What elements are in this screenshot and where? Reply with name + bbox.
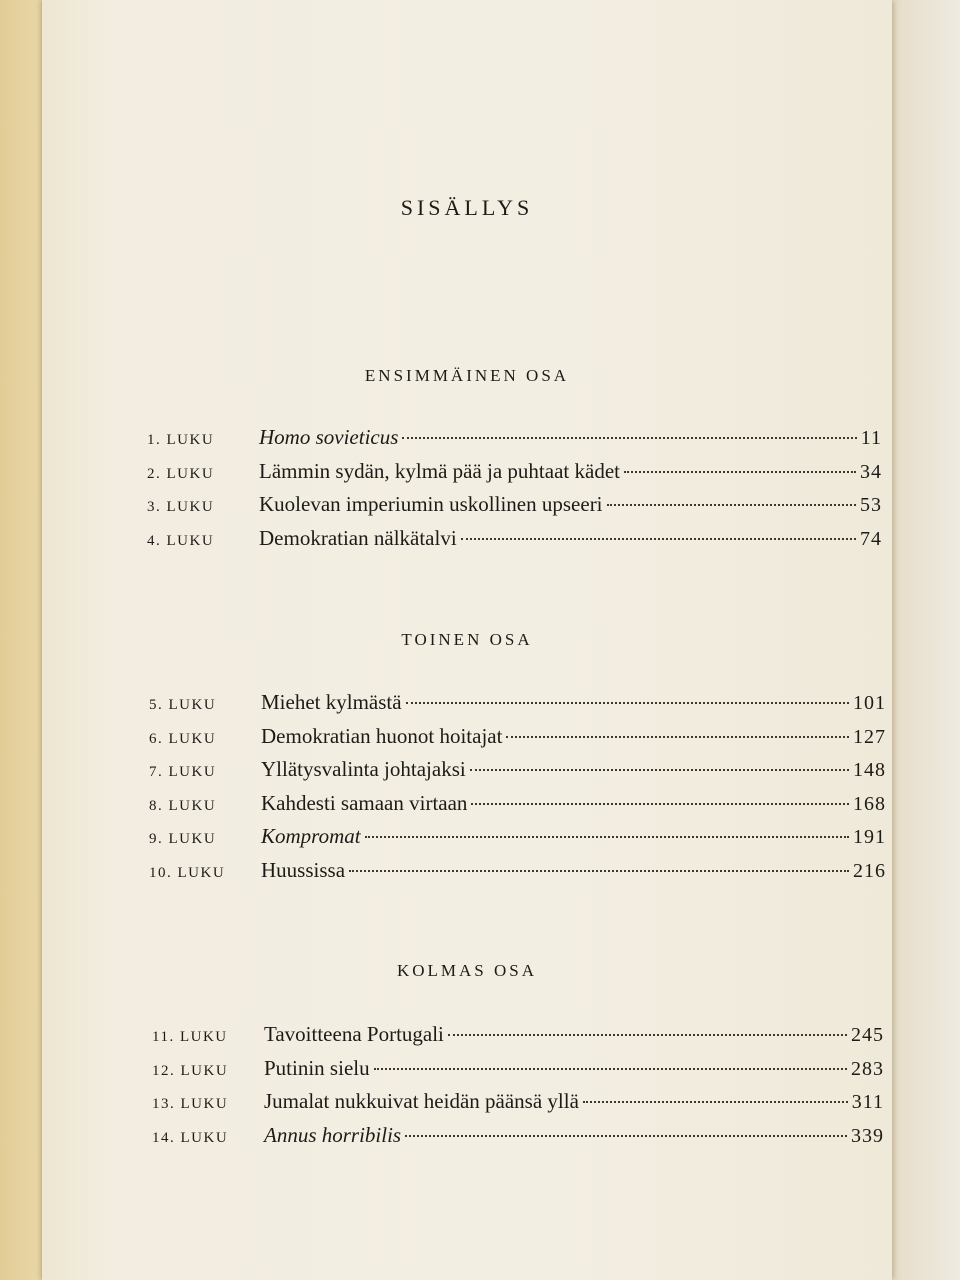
page-number: 216: [853, 859, 886, 882]
dot-leader: [607, 504, 856, 506]
toc-entry: [147, 459, 882, 493]
chapter-title: Annus horribilis: [264, 1122, 402, 1147]
page-number: 127: [853, 725, 886, 748]
toc-entry: [152, 1089, 884, 1123]
dot-leader: [624, 471, 856, 473]
page-number: 283: [851, 1057, 884, 1080]
dot-leader: [405, 1135, 847, 1137]
chapter-title: Miehet kylmästä: [261, 690, 402, 714]
page-number: 148: [853, 759, 886, 781]
chapter-title: Demokratian nälkätalvi: [259, 525, 457, 550]
page-number: 168: [853, 792, 886, 815]
part-title-3: KOLMAS OSA: [396, 961, 538, 980]
dot-leader: [406, 702, 849, 704]
toc-entry: [147, 425, 882, 459]
page-number: 339: [851, 1124, 884, 1147]
toc-title: SISÄLLYS: [400, 195, 534, 220]
page-number: 101: [853, 692, 886, 714]
chapter-number: 4. LUKU: [147, 532, 215, 549]
toc-entry: [152, 1022, 884, 1056]
toc-entry: [147, 492, 882, 526]
chapter-title: Jumalat nukkuivat heidän päänsä yllä: [264, 1089, 579, 1113]
toc-entry: [149, 690, 886, 724]
chapter-title: Lämmin sydän, kylmä pää ja puhtaat kädet: [259, 458, 620, 483]
toc-entry: [152, 1056, 884, 1090]
chapter-title: Yllätysvalinta johtajaksi: [261, 757, 466, 781]
page-number: 311: [851, 1091, 884, 1113]
chapter-number: 3. LUKU: [147, 499, 215, 515]
toc-entry: [149, 757, 886, 791]
dot-leader: [461, 538, 856, 540]
chapter-number: 13. LUKU: [152, 1096, 229, 1112]
chapter-title: Kahdesti samaan virtaan: [261, 790, 468, 815]
dot-leader: [448, 1034, 847, 1036]
chapter-number: 12. LUKU: [152, 1062, 229, 1079]
dot-leader: [402, 437, 856, 439]
chapter-number: 7. LUKU: [149, 764, 217, 780]
page-number: 53: [860, 494, 882, 516]
toc-entry: [149, 824, 886, 858]
toc-entry: [149, 724, 886, 758]
chapter-title: Demokratian huonot hoitajat: [261, 723, 503, 748]
chapter-number: 1. LUKU: [147, 432, 215, 448]
dot-leader: [583, 1101, 848, 1103]
toc-list-part-2: [149, 690, 886, 891]
chapter-title: Putinin sielu: [264, 1055, 370, 1080]
chapter-number: 9. LUKU: [149, 831, 217, 847]
toc-list-part-3: [152, 1022, 884, 1156]
chapter-number: 2. LUKU: [147, 465, 215, 482]
page-number: 34: [860, 460, 882, 483]
chapter-title: Kuolevan imperiumin uskollinen upseeri: [259, 492, 603, 516]
part-title-2: TOINEN OSA: [401, 630, 533, 649]
page-number: 11: [860, 427, 882, 449]
book-page: [42, 0, 892, 1280]
page-number: 74: [860, 527, 882, 550]
page-number: 191: [853, 826, 886, 848]
dot-leader: [374, 1068, 847, 1070]
toc-entry: [147, 526, 882, 560]
dot-leader: [470, 769, 849, 771]
toc-list-part-1: [147, 425, 882, 559]
chapter-title: Kompromat: [261, 824, 361, 848]
chapter-title: Huussissa: [261, 857, 346, 882]
toc-entry: [149, 791, 886, 825]
toc-entry: [149, 858, 886, 892]
dot-leader: [349, 870, 849, 872]
page-number: 245: [851, 1024, 884, 1046]
chapter-number: 11. LUKU: [152, 1029, 228, 1045]
chapter-number: 6. LUKU: [149, 730, 217, 747]
toc-entry: [152, 1123, 884, 1157]
dot-leader: [471, 803, 849, 805]
chapter-number: 5. LUKU: [149, 697, 217, 713]
dot-leader: [365, 836, 849, 838]
dot-leader: [506, 736, 849, 738]
chapter-number: 14. LUKU: [152, 1129, 229, 1146]
chapter-number: 8. LUKU: [149, 797, 217, 814]
part-title-1: ENSIMMÄINEN OSA: [364, 366, 570, 385]
chapter-title: Tavoitteena Portugali: [264, 1022, 444, 1046]
chapter-title: Homo sovieticus: [259, 425, 399, 449]
chapter-number: 10. LUKU: [149, 864, 226, 881]
